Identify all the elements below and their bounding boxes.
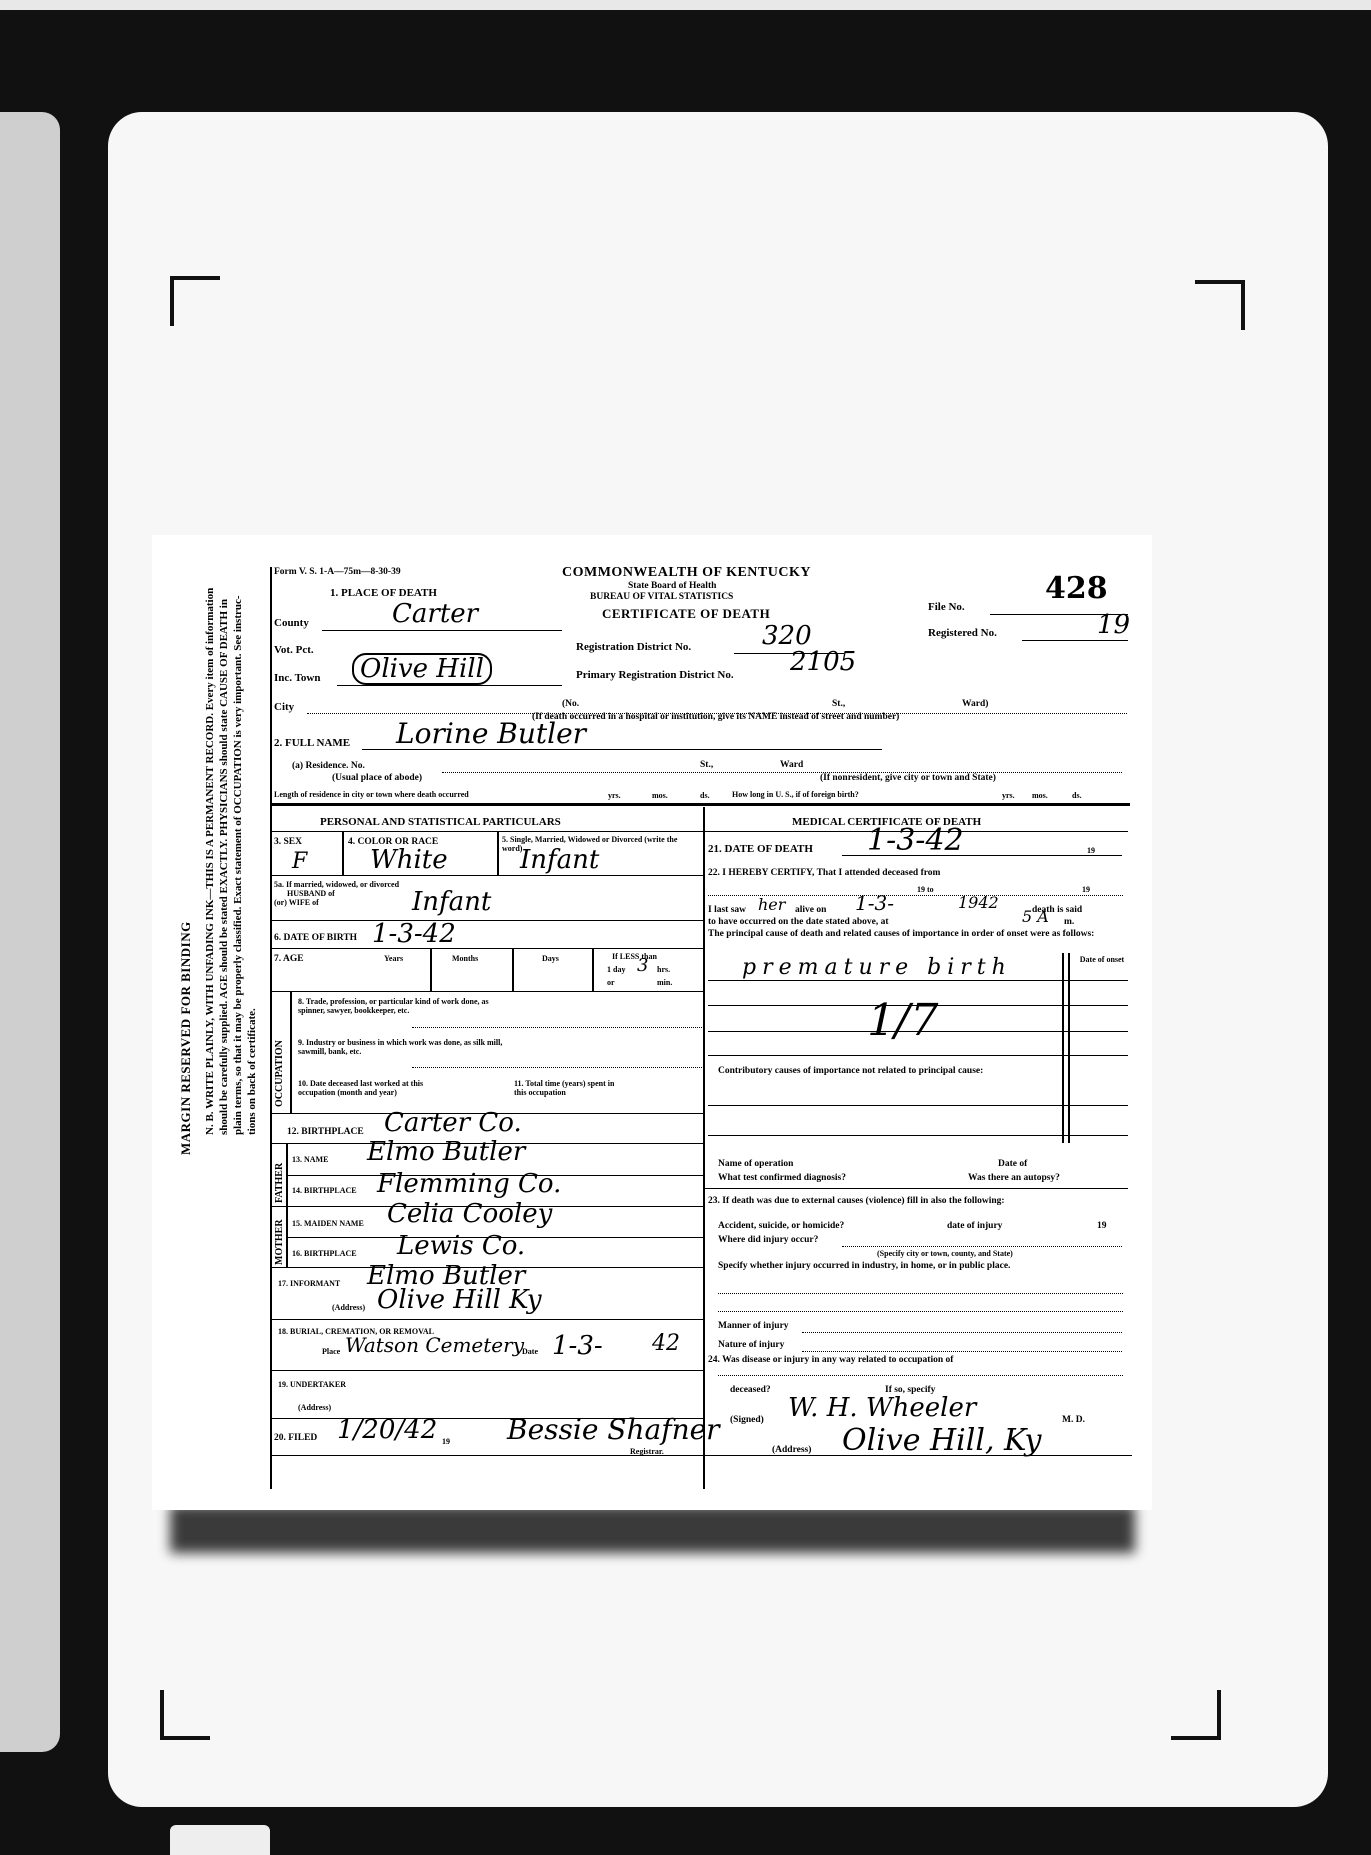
death-said: death is said	[1032, 905, 1083, 915]
father-birthplace-label: 14. BIRTHPLACE	[292, 1186, 357, 1195]
father-birthplace-value: Flemming Co.	[377, 1169, 562, 1199]
where-line	[842, 1246, 1122, 1247]
us-mos: mos.	[1032, 791, 1048, 800]
occ-10: 10. Date deceased last worked at this occupation (month and year)	[298, 1079, 424, 1097]
us-ds: ds.	[1072, 791, 1082, 800]
q24-line	[718, 1375, 1123, 1376]
form-number: Form V. S. 1-A—75m—8-30-39	[274, 567, 401, 577]
manner-line	[802, 1332, 1122, 1333]
dod-19: 19	[1087, 846, 1095, 855]
dob-value: 1-3-42	[372, 919, 456, 949]
inc-town-value: Olive Hill	[352, 653, 492, 685]
nature-line	[802, 1351, 1122, 1352]
res-yrs: yrs.	[608, 791, 621, 800]
cause-value: premature birth	[742, 955, 1012, 980]
burial-place-label: Place	[322, 1347, 341, 1356]
undertaker-label: 19. UNDERTAKER	[278, 1380, 347, 1389]
last-saw-her: her	[758, 895, 786, 914]
age-label: 7. AGE	[274, 954, 304, 964]
county-label: County	[274, 617, 309, 629]
marital-value: Infant	[520, 845, 600, 875]
onset-divider-2	[1068, 953, 1070, 1143]
q24-label: 24. Was disease or injury in any way related to occupation of	[708, 1355, 954, 1365]
usual-abode: (Usual place of abode)	[332, 773, 422, 783]
age-row-line	[270, 991, 703, 992]
cause-line-5	[708, 1105, 1128, 1106]
less-than: If LESS than	[612, 952, 657, 961]
birthplace-value: Carter Co.	[384, 1108, 522, 1138]
date-of-label: Date of	[998, 1159, 1028, 1169]
adjacent-page	[0, 112, 60, 1752]
color-divider	[497, 832, 499, 876]
file-no-value: 428	[1045, 571, 1108, 606]
birthplace-label: 12. BIRTHPLACE	[287, 1127, 364, 1137]
certify-text: 22. I HEREBY CERTIFY, That I attended deceased from	[708, 868, 941, 878]
occupation-divider	[290, 992, 292, 1114]
physician-signature: W. H. Wheeler	[788, 1393, 977, 1423]
informant-address-value: Olive Hill Ky	[377, 1285, 542, 1315]
margin-note-2: should be carefully supplied. AGE should be stated EXACTLY. PHYSICIANS should state CAUSE OF DEATH in	[218, 599, 230, 1135]
cause-line-4	[708, 1055, 1128, 1056]
to-19: 19	[1082, 885, 1090, 894]
reg-district-value: 320	[762, 621, 812, 651]
physician-address: Olive Hill, Ky	[842, 1423, 1042, 1458]
sex-row-line	[270, 875, 703, 876]
occ-9: 9. Industry or business in which work was done, as silk mill, sawmill, bank, etc.	[298, 1038, 503, 1056]
mother-maiden-value: Celia Cooley	[387, 1199, 553, 1229]
margin-note-3: plain terms, so that it may be properly classified. Exact statement of OCCUPATION is very important. See instruc-	[232, 595, 244, 1135]
mother-birthplace-value: Lewis Co.	[397, 1231, 526, 1261]
age-days: Days	[542, 954, 559, 963]
margin-note-1: N. B. WRITE PLAINLY, WITH UNFADING INK—THIS IS A PERMANENT RECORD. Every item of information	[204, 587, 216, 1135]
crop-mark-top-right	[1195, 280, 1245, 330]
dob-label: 6. DATE OF BIRTH	[274, 933, 358, 943]
how-long-us: How long in U. S., if of foreign birth?	[732, 790, 859, 799]
primary-reg-label: Primary Registration District No.	[576, 669, 734, 681]
death-certificate	[152, 535, 1152, 1510]
board-of-health: State Board of Health	[628, 581, 717, 591]
length-of-residence: Length of residence in city or town where death occurred	[274, 790, 469, 799]
filed-label: 20. FILED	[274, 1433, 318, 1443]
occ-11: 11. Total time (years) spent in this occupation	[514, 1079, 615, 1097]
sex-value: F	[292, 849, 308, 874]
file-no-label: File No.	[928, 601, 965, 613]
dod-label: 21. DATE OF DEATH	[708, 843, 813, 855]
cause-line-1	[708, 980, 1128, 981]
registrar-signature: Bessie Shafner	[507, 1413, 720, 1446]
commonwealth: COMMONWEALTH OF KENTUCKY	[562, 565, 811, 580]
spouse-label-3: (or) WIFE of	[274, 898, 319, 907]
burial-year-value: 42	[652, 1331, 680, 1356]
to-label: 19 to	[917, 885, 934, 894]
date-onset: Date of onset	[1079, 955, 1125, 964]
margin-note-4: tions on back of certificate.	[246, 1008, 258, 1135]
alive-on-label: alive on	[795, 905, 827, 915]
certificate-title: CERTIFICATE OF DEATH	[602, 606, 771, 621]
hrs-label: hrs.	[657, 965, 671, 974]
color-value: White	[370, 845, 448, 875]
hospital-note: (If death occurred in a hospital or institution, give its NAME instead of street and number)	[532, 712, 900, 722]
city-no-label: (No.	[562, 699, 580, 709]
center-divider	[703, 807, 705, 1489]
occurred-label: to have occurred on the date stated above, at	[708, 917, 889, 927]
personal-heading-line	[270, 831, 703, 832]
occupation-side-label: OCCUPATION	[274, 1040, 285, 1107]
md-label: M. D.	[1062, 1415, 1085, 1425]
color-label: 4. COLOR OR RACE	[348, 837, 439, 847]
city-label: City	[274, 701, 295, 713]
cause-line-6	[708, 1135, 1128, 1136]
if-so-label: If so, specify	[885, 1385, 936, 1395]
operation-label: Name of operation	[718, 1159, 794, 1169]
undertaker-address-label: (Address)	[298, 1403, 332, 1412]
test-label: What test confirmed diagnosis?	[718, 1173, 846, 1183]
last-saw-label: I last saw	[708, 905, 747, 915]
occ-8: 8. Trade, profession, or particular kind of work done, as spinner, sawyer, bookkeeper, etc.	[298, 997, 489, 1015]
county-line	[322, 630, 562, 631]
burial-date-value: 1-3-	[552, 1331, 603, 1361]
bureau: BUREAU OF VITAL STATISTICS	[590, 592, 734, 602]
specify-line-1	[718, 1293, 1123, 1294]
signed-label: (Signed)	[730, 1415, 764, 1425]
dod-value: 1-3-42	[867, 823, 964, 858]
inc-town-line	[337, 685, 562, 686]
residence-st: St.,	[700, 760, 714, 770]
primary-reg-value: 2105	[790, 647, 857, 677]
burial-label: 18. BURIAL, CREMATION, OR REMOVAL	[278, 1327, 434, 1336]
m-label: m.	[1064, 917, 1075, 927]
hours-value: 3	[637, 955, 649, 976]
age-months: Months	[452, 954, 479, 963]
mother-maiden-label: 15. MAIDEN NAME	[292, 1219, 364, 1228]
or-label: or	[607, 978, 615, 987]
spouse-label-1: 5a. If married, widowed, or divorced	[274, 880, 400, 889]
specify-2: Specify whether injury occurred in industry, in home, or in public place.	[718, 1261, 1011, 1271]
specify-note: (Specify city or town, county, and State)	[877, 1249, 1013, 1258]
res-mos: mos.	[652, 791, 668, 800]
principal-cause: The principal cause of death and related causes of importance in order of onset were as follows:	[708, 929, 1095, 939]
burial-date-label: Date	[522, 1347, 538, 1356]
vot-pct-label: Vot. Pct.	[274, 644, 314, 656]
age-div-2	[512, 949, 514, 991]
full-name-value: Lorine Butler	[396, 717, 587, 750]
crop-mark-bottom-left	[160, 1690, 210, 1740]
registered-no-line	[1022, 640, 1128, 641]
medical-heading: MEDICAL CERTIFICATE OF DEATH	[792, 816, 982, 828]
manner-label: Manner of injury	[718, 1321, 789, 1331]
last-saw-date: 1-3-	[855, 891, 894, 915]
min-label: min.	[657, 978, 673, 987]
occ-9-line	[412, 1067, 702, 1068]
certificate-shadow	[170, 1505, 1135, 1553]
registrar-label: Registrar.	[630, 1447, 664, 1456]
accident-label: Accident, suicide, or homicide?	[718, 1221, 845, 1231]
filed-value: 1/20/42	[337, 1415, 438, 1445]
residence-ward: Ward	[780, 760, 804, 770]
physician-address-label: (Address)	[772, 1445, 812, 1455]
city-ward-label: Ward)	[962, 699, 989, 709]
bottom-tab	[170, 1825, 270, 1855]
mother-side-label: MOTHER	[274, 1219, 285, 1265]
informant-line	[270, 1319, 703, 1320]
mother-birthplace-label: 16. BIRTHPLACE	[292, 1249, 357, 1258]
left-frame-line	[270, 567, 272, 1489]
onset-divider-1	[1062, 953, 1064, 1143]
sex-divider	[342, 832, 344, 876]
city-st-label: St.,	[832, 699, 846, 709]
marital-label: 5. Single, Married, Widowed or Divorced (write the word)	[502, 835, 678, 853]
crop-mark-bottom-right	[1171, 1690, 1221, 1740]
burial-line	[270, 1370, 703, 1371]
age-div-3	[592, 949, 594, 991]
one-day: 1 day	[607, 965, 626, 974]
spouse-value: Infant	[412, 887, 492, 917]
nature-label: Nature of injury	[718, 1340, 785, 1350]
specify-line-2	[718, 1311, 1123, 1312]
binding-margin-label: MARGIN RESERVED FOR BINDING	[178, 921, 193, 1155]
spouse-row-line	[270, 920, 703, 921]
informant-label: 17. INFORMANT	[278, 1279, 341, 1288]
occ-8-line	[412, 1027, 702, 1028]
residence-label: (a) Residence. No.	[292, 761, 365, 771]
sex-label: 3. SEX	[274, 837, 302, 847]
cause-line-3	[708, 1031, 1128, 1032]
res-ds: ds.	[700, 791, 710, 800]
filed-19: 19	[442, 1437, 450, 1446]
residence-line	[442, 772, 1122, 773]
operation-line	[703, 1188, 1128, 1189]
nonresident-note: (If nonresident, give city or town and State)	[820, 773, 996, 783]
last-saw-year: 1942	[958, 893, 999, 912]
inc-town-label: Inc. Town	[274, 672, 321, 684]
time-value: 5 A	[1022, 907, 1049, 926]
county-value: Carter	[392, 599, 479, 629]
full-name-label: 2. FULL NAME	[274, 737, 351, 749]
contributory: Contributory causes of importance not related to principal cause:	[718, 1066, 984, 1076]
age-years: Years	[384, 954, 404, 963]
father-side-label: FATHER	[274, 1162, 285, 1203]
date-injury-label: date of injury	[947, 1221, 1003, 1231]
burial-place-value: Watson Cemetery	[345, 1333, 524, 1357]
father-name-label: 13. NAME	[292, 1155, 329, 1164]
cause-note: 1/7	[861, 995, 944, 1046]
spouse-label-2: HUSBAND of	[287, 889, 335, 898]
top-strip	[0, 0, 1371, 10]
us-yrs: yrs.	[1002, 791, 1015, 800]
informant-value: Elmo Butler	[367, 1261, 526, 1291]
residence-bottom-line	[270, 803, 1130, 806]
informant-address-label: (Address)	[332, 1303, 366, 1312]
registered-no-label: Registered No.	[928, 627, 997, 639]
reg-district-label: Registration District No.	[576, 641, 692, 653]
dob-row-line	[270, 948, 703, 949]
autopsy-label: Was there an autopsy?	[968, 1173, 1060, 1183]
where-label: Where did injury occur?	[718, 1235, 819, 1245]
crop-mark-top-left	[170, 276, 220, 326]
injury-19: 19	[1097, 1221, 1107, 1231]
registered-no-value: 19	[1097, 610, 1131, 640]
deceased-label: deceased?	[730, 1385, 771, 1395]
place-of-death-heading: 1. PLACE OF DEATH	[330, 587, 437, 599]
external-causes: 23. If death was due to external causes (violence) fill in also the following:	[708, 1196, 1005, 1206]
personal-heading: PERSONAL AND STATISTICAL PARTICULARS	[320, 816, 561, 828]
age-div-1	[430, 949, 432, 991]
father-name-value: Elmo Butler	[367, 1137, 526, 1167]
